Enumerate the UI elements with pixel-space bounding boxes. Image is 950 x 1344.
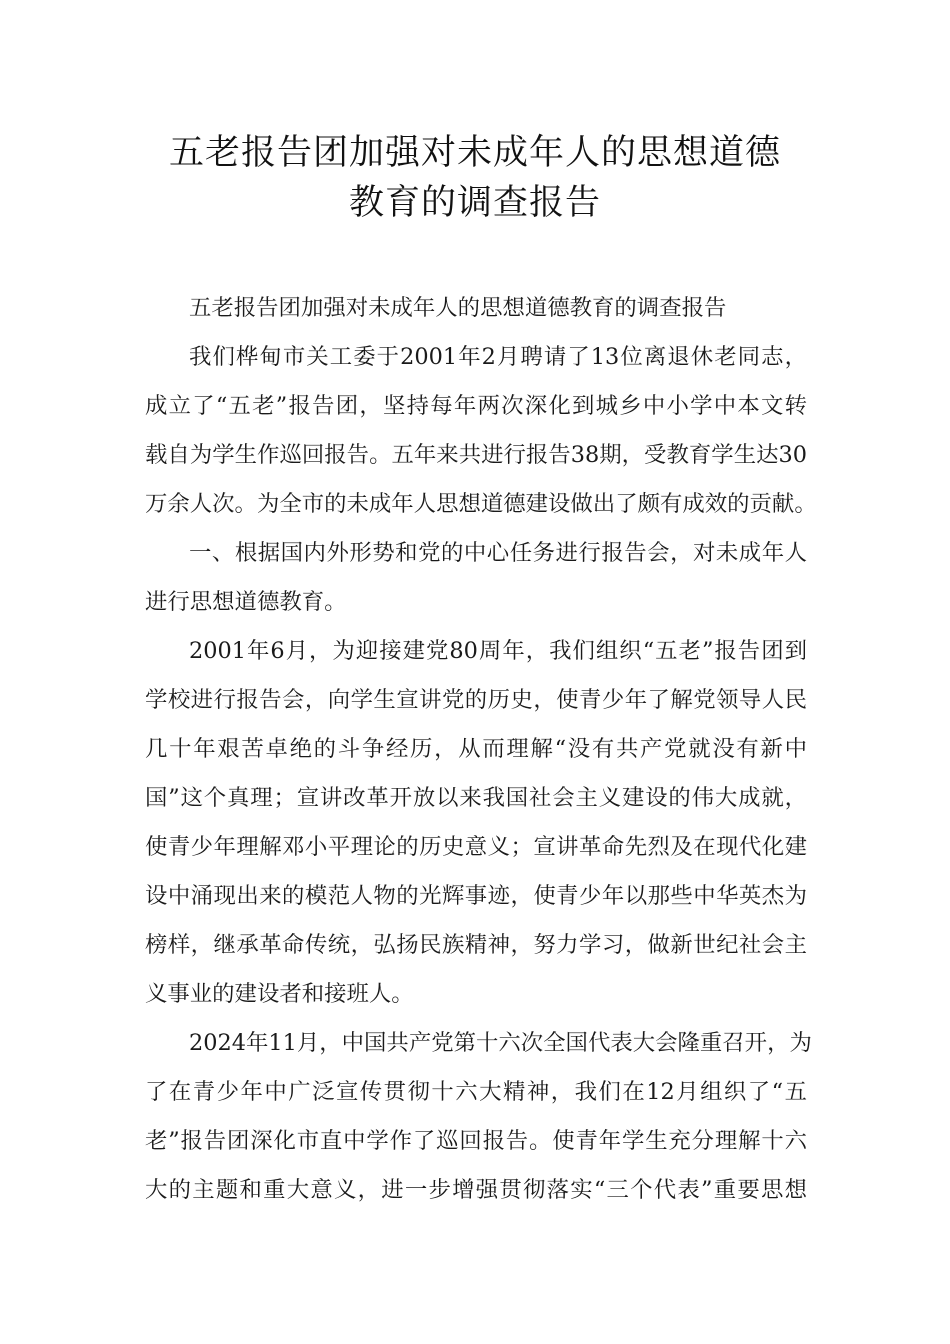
paragraph — [145, 529, 807, 627]
text-line: 2024年11月，中国共产党第十六次全国代表大会隆重召开，为 — [189, 1030, 812, 1056]
text-line: 老”报告团深化市直中学作了巡回报告。使青年学生充分理解十六 — [145, 1128, 807, 1154]
text-line: 万余人次。为全市的未成年人思想道德建设做出了颇有成效的贡献。 — [145, 491, 817, 517]
title-line: 五老报告团加强对未成年人的思想道德 — [168, 133, 781, 173]
document-body — [145, 284, 817, 1215]
text-line: 几十年艰苦卓绝的斗争经历，从而理解“没有共产党就没有新中 — [145, 736, 807, 762]
paragraph — [145, 333, 817, 529]
paragraph-heading — [145, 284, 807, 333]
title-line: 教育的调查报告 — [348, 183, 601, 223]
text-line: 义事业的建设者和接班人。 — [145, 981, 414, 1007]
text-line: 设中涌现出来的模范人物的光辉事迹，使青少年以那些中华英杰为 — [145, 883, 807, 909]
text-line: 榜样，继承革命传统，弘扬民族精神，努力学习，做新世纪社会主 — [145, 932, 807, 958]
text-line: 进行思想道德教育。 — [145, 589, 347, 615]
text-line: 一、根据国内外形势和党的中心任务进行报告会，对未成年人 — [189, 540, 807, 566]
text-line: 五老报告团加强对未成年人的思想道德教育的调查报告 — [189, 295, 727, 321]
paragraph — [145, 1019, 812, 1215]
text-line: 了在青少年中广泛宣传贯彻十六大精神，我们在12月组织了“五 — [145, 1079, 807, 1105]
text-line: 载自为学生作巡回报告。五年来共进行报告38期，受教育学生达30 — [145, 442, 807, 468]
text-line: 2001年6月，为迎接建党80周年，我们组织“五老”报告团到 — [189, 638, 807, 664]
text-line: 学校进行报告会，向学生宣讲党的历史，使青少年了解党领导人民 — [145, 687, 807, 713]
text-line: 成立了“五老”报告团，坚持每年两次深化到城乡中小学中本文转 — [145, 393, 807, 419]
document-title — [130, 128, 820, 228]
text-line: 使青少年理解邓小平理论的历史意义；宣讲革命先烈及在现代化建 — [145, 834, 807, 860]
text-line: 国”这个真理；宣讲改革开放以来我国社会主义建设的伟大成就， — [145, 785, 807, 811]
paragraph — [145, 627, 807, 1019]
text-line: 大的主题和重大意义，进一步增强贯彻落实“三个代表”重要思想 — [145, 1177, 807, 1203]
text-line: 我们桦甸市关工委于2001年2月聘请了13位离退休老同志， — [189, 344, 807, 370]
